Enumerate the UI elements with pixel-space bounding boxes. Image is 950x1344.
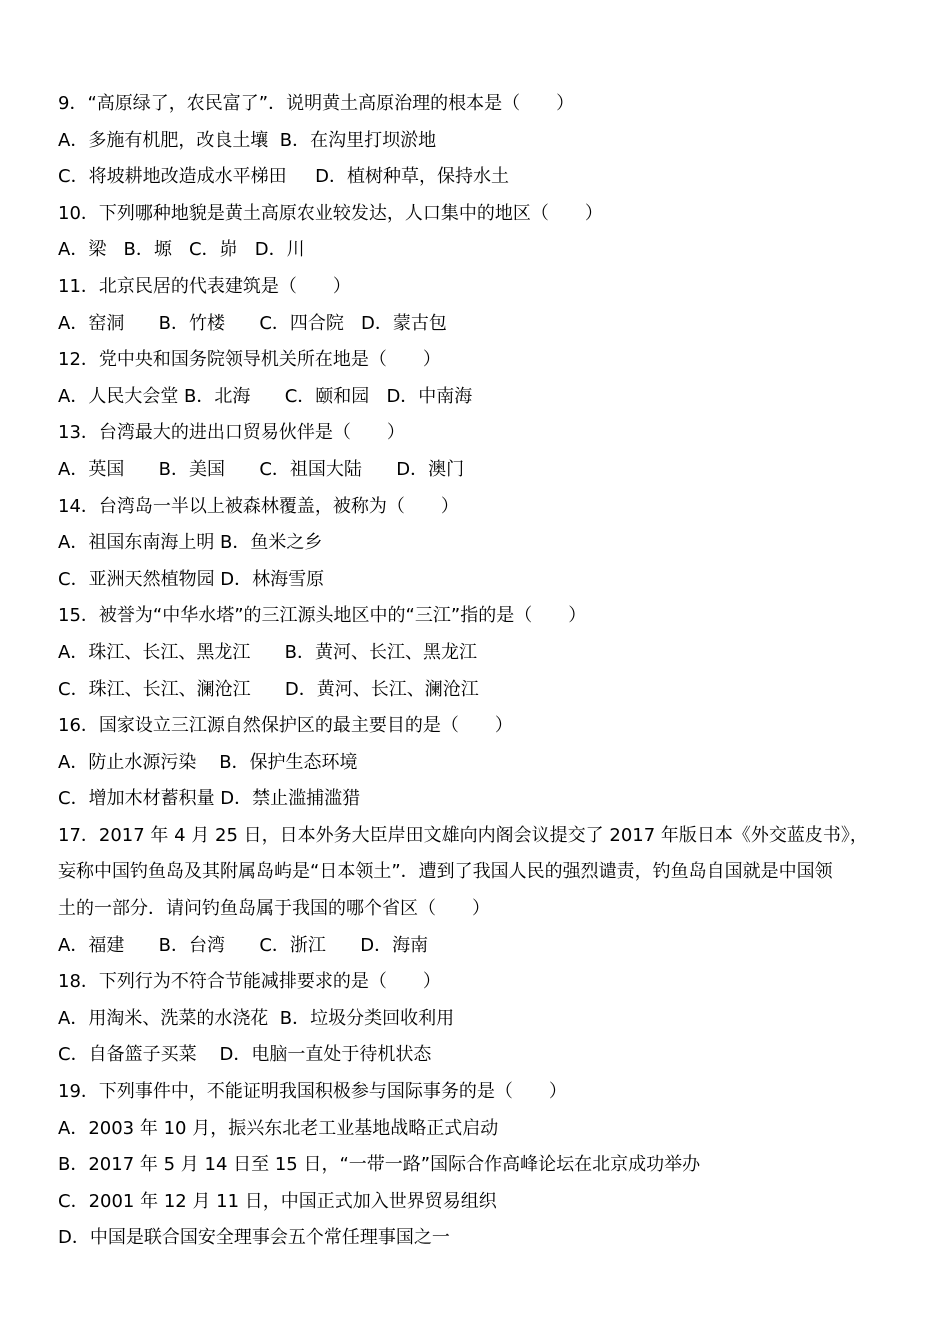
question-13-stem: 13．台湾最大的进出口贸易伙伴是（ ） — [58, 422, 405, 444]
question-17-stem-line-2: 妄称中国钓鱼岛及其附属岛屿是“日本领土”．遭到了我国人民的强烈谴责，钓鱼岛自国就是中国领 — [58, 861, 833, 883]
question-14-stem: 14．台湾岛一半以上被森林覆盖，被称为（ ） — [58, 495, 459, 517]
question-19-option-d: D．中国是联合国安全理事会五个常任理事国之一 — [58, 1227, 450, 1249]
question-19-option-a: A．2003 年 10 月，振兴东北老工业基地战略正式启动 — [58, 1117, 499, 1139]
question-10-options: A．梁 B．塬 C．峁 D．川 — [58, 239, 305, 261]
question-14-options-cd: C．亚洲天然植物园 D．林海雪原 — [58, 568, 325, 590]
question-14-options-ab: A．祖国东南海上明 B．鱼米之乡 — [58, 532, 323, 554]
question-19-option-b: B．2017 年 5 月 14 日至 15 日，“一带一路”国际合作高峰论坛在北京成功举办 — [58, 1154, 701, 1176]
question-9-options-cd: C．将坡耕地改造成水平梯田 D．植树种草，保持水土 — [58, 166, 510, 188]
question-19-stem: 19．下列事件中，不能证明我国积极参与国际事务的是（ ） — [58, 1081, 567, 1103]
question-15-stem: 15．被誉为“中华水塔”的三江源头地区中的“三江”指的是（ ） — [58, 605, 587, 627]
question-16-options-ab: A．防止水源污染 B．保护生态环境 — [58, 751, 358, 773]
question-18-options-ab: A．用淘米、洗菜的水浇花 B．垃圾分类回收利用 — [58, 1007, 455, 1029]
question-16-options-cd: C．增加木材蓄积量 D．禁止滥捕滥猎 — [58, 788, 361, 810]
question-11-stem: 11．北京民居的代表建筑是（ ） — [58, 275, 351, 297]
question-16-stem: 16．国家设立三江源自然保护区的最主要目的是（ ） — [58, 715, 513, 737]
question-list — [58, 86, 898, 1257]
question-17-stem-line-3: 土的一部分．请问钓鱼岛属于我国的哪个省区（ ） — [58, 898, 490, 920]
question-12-options: A．人民大会堂 B．北海 C．颐和园 D．中南海 — [58, 385, 473, 407]
question-17-options: A．福建 B．台湾 C．浙江 D．海南 — [58, 934, 429, 956]
question-18-options-cd: C．自备篮子买菜 D．电脑一直处于待机状态 — [58, 1044, 432, 1066]
question-19-option-c: C．2001 年 12 月 11 日，中国正式加入世界贸易组织 — [58, 1190, 497, 1212]
question-18-stem: 18．下列行为不符合节能减排要求的是（ ） — [58, 971, 441, 993]
question-9-stem: 9．“高原绿了，农民富了”．说明黄土高原治理的根本是（ ） — [58, 93, 575, 114]
question-12-stem: 12．党中央和国务院领导机关所在地是（ ） — [58, 349, 441, 371]
question-13-options: A．英国 B．美国 C．祖国大陆 D．澳门 — [58, 458, 465, 480]
question-17-stem-line-1: 17．2017 年 4 月 25 日，日本外务大臣岸田文雄向内阁会议提交了 2017 年版日本《外交蓝皮书》， — [58, 824, 868, 846]
question-9-options-ab: A．多施有机肥，改良土壤 B．在沟里打坝淤地 — [58, 129, 437, 151]
question-15-options-ab: A．珠江、长江、黑龙江 B．黄河、长江、黑龙江 — [58, 641, 477, 663]
question-15-options-cd: C．珠江、长江、澜沧江 D．黄河、长江、澜沧江 — [58, 678, 479, 700]
question-10-stem: 10．下列哪种地貌是黄土高原农业较发达，人口集中的地区（ ） — [58, 202, 603, 224]
question-11-options: A．窑洞 B．竹楼 C．四合院 D．蒙古包 — [58, 312, 447, 334]
